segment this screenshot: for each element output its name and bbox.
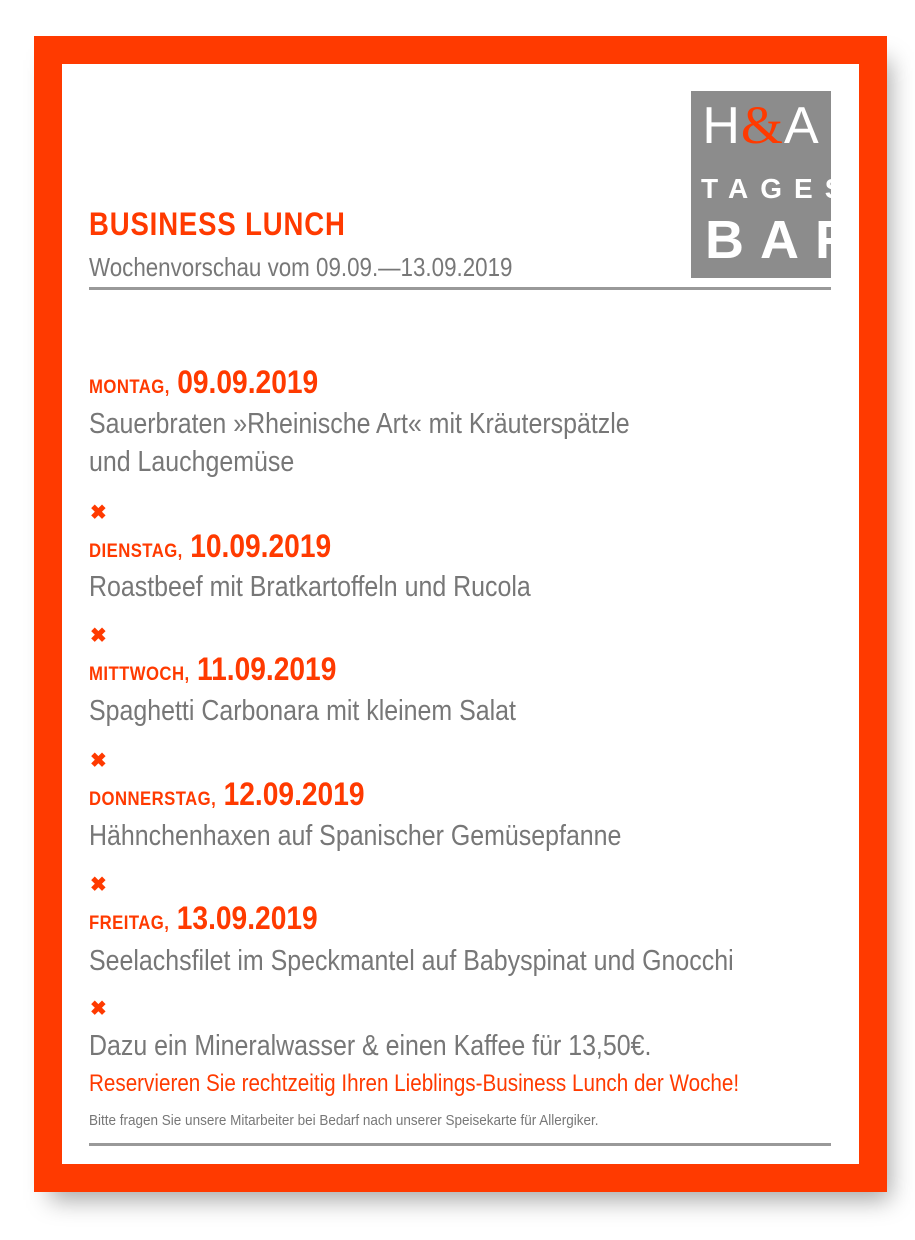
day-heading-thursday: DONNERSTAG, 12.09.2019 (89, 776, 365, 812)
dish-wednesday: Spaghetti Carbonara mit kleinem Salat (89, 695, 516, 727)
footer-divider (89, 1143, 831, 1146)
cross-separator-icon: ✖ (90, 625, 107, 647)
cross-separator-icon: ✖ (90, 874, 107, 896)
logo-ha: H&A (702, 95, 820, 155)
week-subtitle: Wochenvorschau vom 09.09.—13.09.2019 (89, 252, 513, 282)
offer-text: Dazu ein Mineralwasser & einen Kaffee für 13,50€. (89, 1030, 652, 1062)
dish-tuesday: Roastbeef mit Bratkartoffeln und Rucola (89, 571, 531, 603)
dish-friday: Seelachsfilet im Speckmantel auf Babyspinat und Gnocchi (89, 945, 734, 977)
page-title: BUSINESS LUNCH (89, 206, 346, 242)
dish-monday-line1: Sauerbraten »Rheinische Art« mit Kräuterspätzle (89, 408, 630, 440)
logo-bar: BAR (705, 210, 870, 270)
day-heading-wednesday: MITTWOCH, 11.09.2019 (89, 651, 337, 687)
cross-separator-icon: ✖ (90, 502, 107, 524)
dish-monday-line2: und Lauchgemüse (89, 446, 295, 478)
cross-separator-icon: ✖ (90, 750, 107, 772)
day-heading-monday: MONTAG, 09.09.2019 (89, 364, 319, 400)
ha-tagesbar-logo (691, 91, 870, 278)
allergy-note: Bitte fragen Sie unsere Mitarbeiter bei Bedarf nach unserer Speisekarte für Allergiker. (89, 1112, 599, 1129)
day-heading-friday: FREITAG, 13.09.2019 (89, 900, 318, 936)
reservation-cta: Reservieren Sie rechtzeitig Ihren Lieblings-Business Lunch der Woche! (89, 1070, 740, 1097)
header-divider (89, 287, 831, 290)
day-heading-tuesday: DIENSTAG, 10.09.2019 (89, 528, 332, 564)
dish-thursday: Hähnchenhaxen auf Spanischer Gemüsepfanne (89, 820, 622, 852)
cross-separator-icon: ✖ (90, 998, 107, 1020)
logo-tages: TAGES (701, 173, 856, 204)
